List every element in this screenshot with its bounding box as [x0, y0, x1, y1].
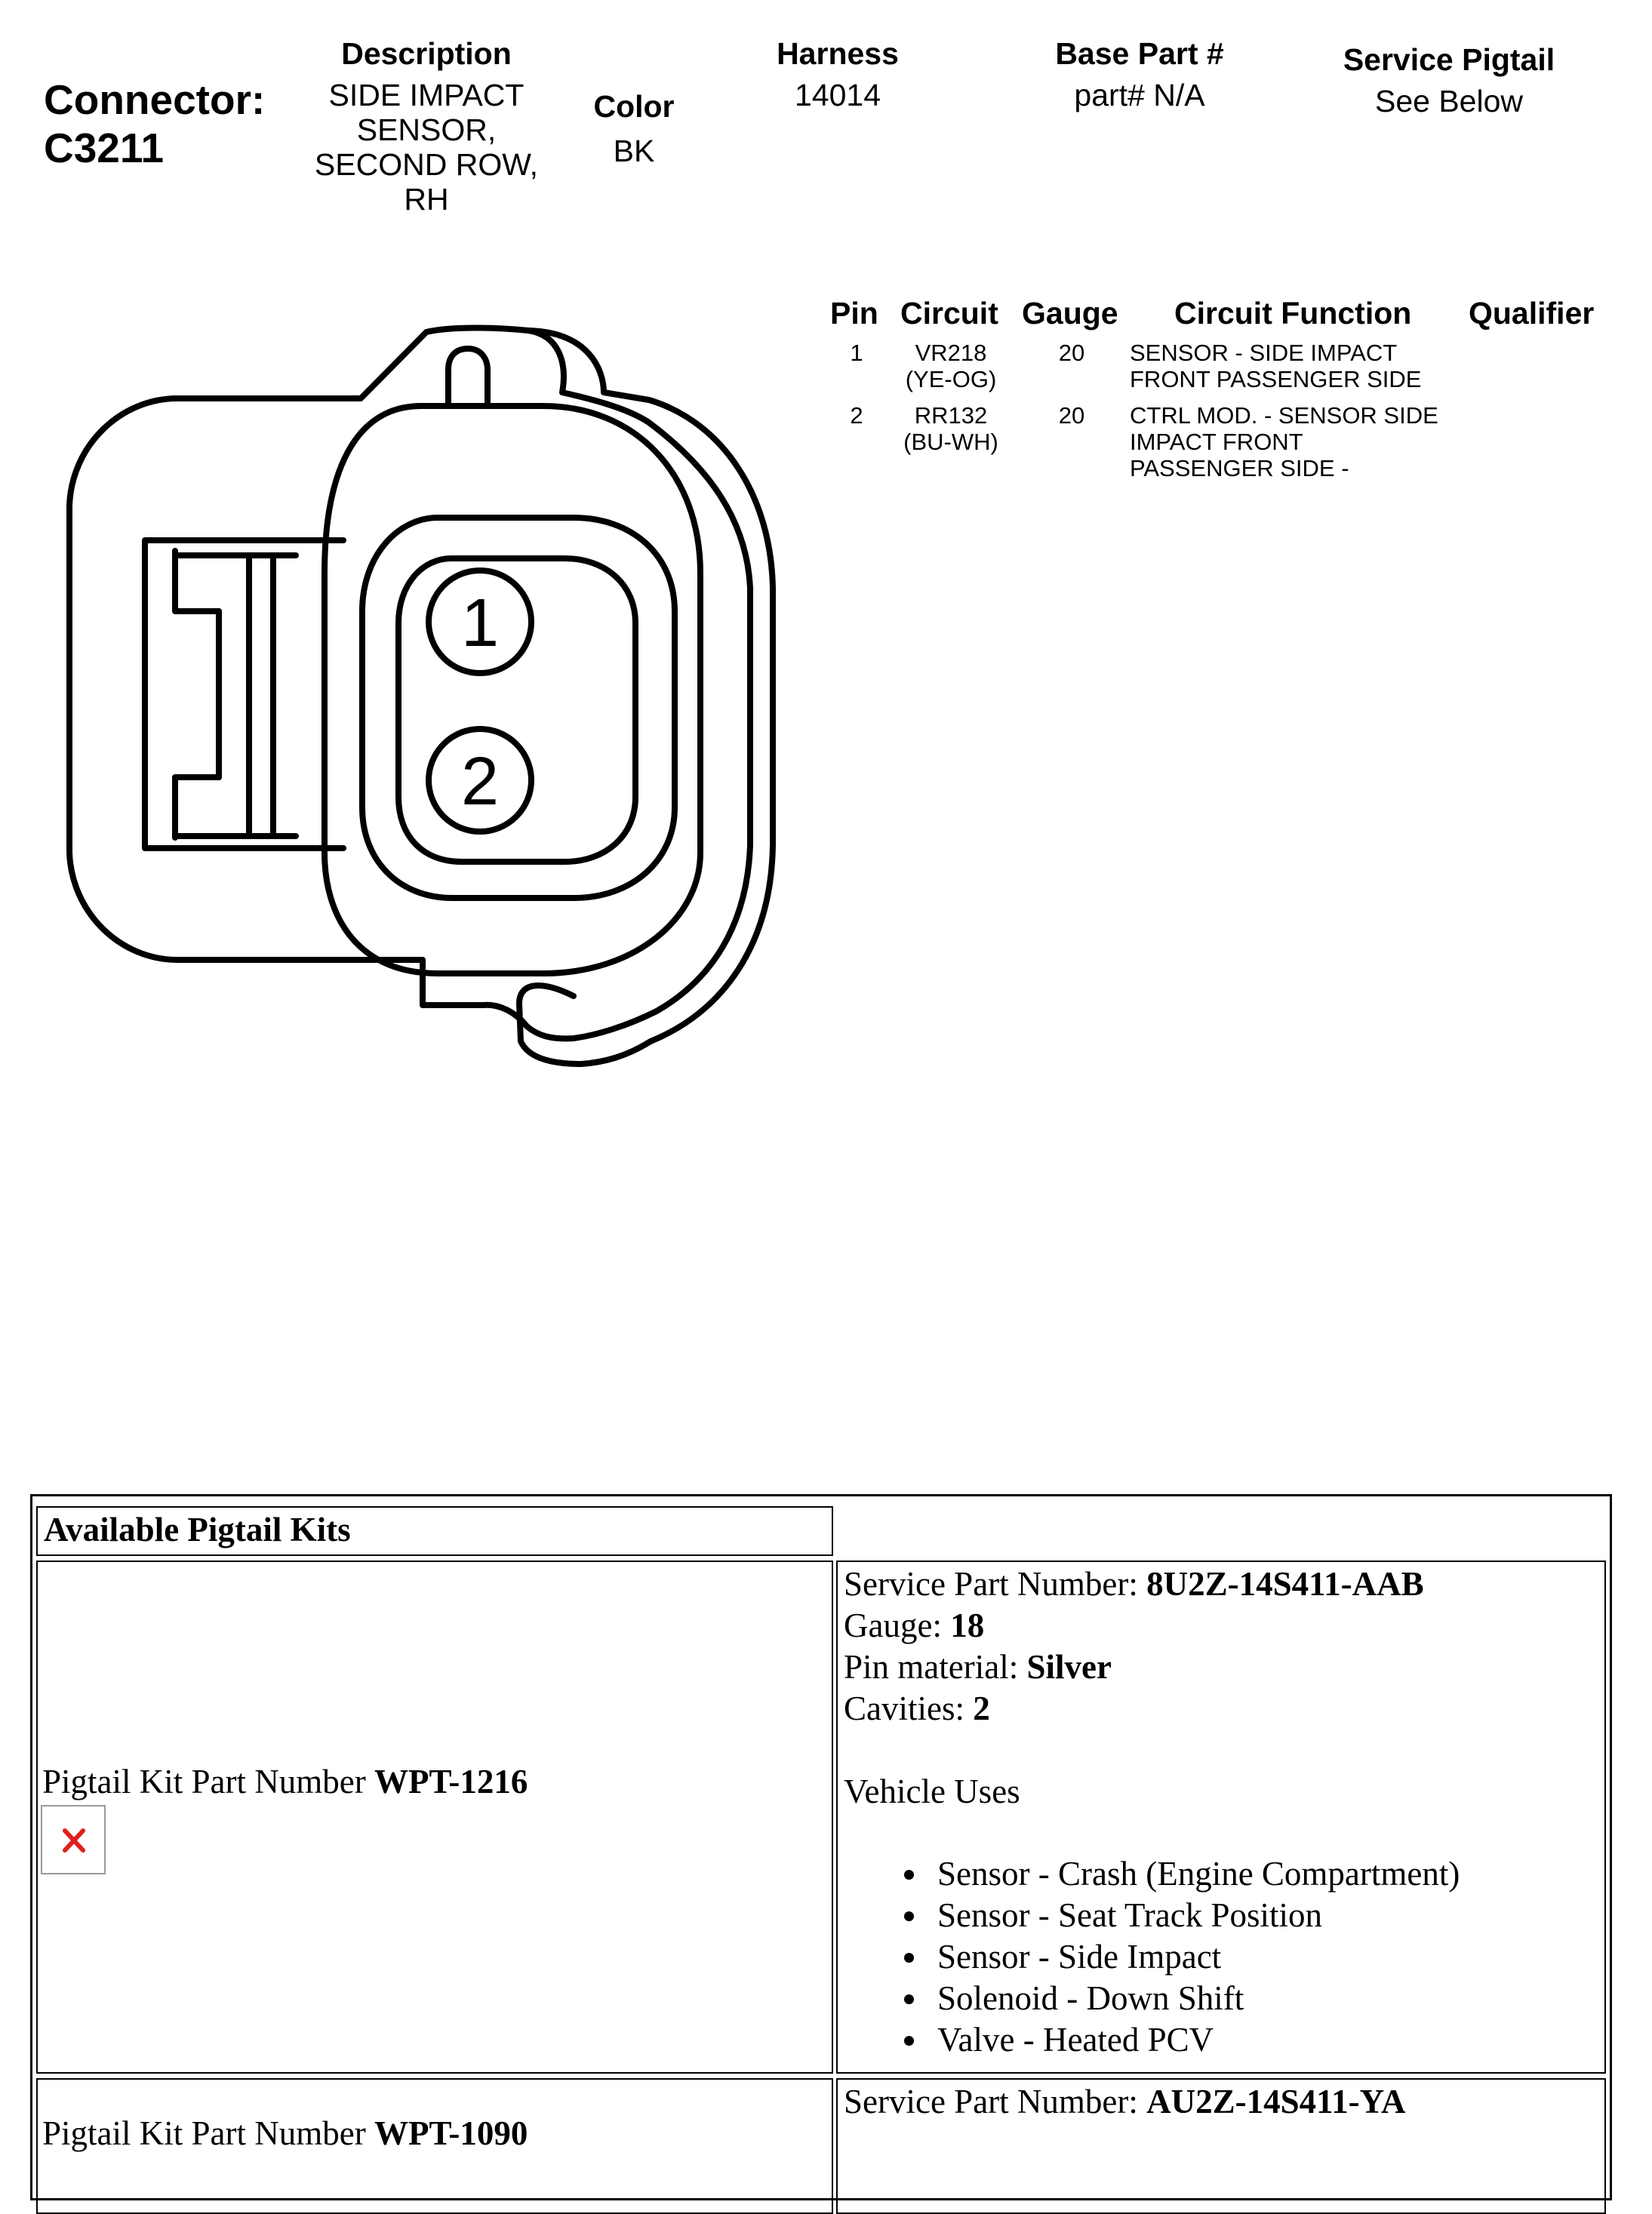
- list-item: Sensor - Crash (Engine Compartment): [844, 1853, 1460, 1895]
- function-line: SENSOR - SIDE IMPACT: [1130, 340, 1398, 366]
- color-value: BK: [613, 134, 655, 168]
- color-label: Color: [593, 89, 675, 124]
- description-label: Description: [341, 36, 512, 71]
- pin-header: Pin: [830, 296, 878, 331]
- harness-label: Harness: [777, 36, 899, 71]
- close-icon: [62, 1828, 86, 1853]
- housing-middle-ring: [325, 406, 700, 973]
- service-part-number: [844, 1564, 1460, 1605]
- color-column: [558, 89, 709, 168]
- base-part-column: [1026, 36, 1253, 112]
- kit-2-details-cell: [836, 2078, 1606, 2214]
- description-line: SIDE IMPACT: [328, 78, 525, 112]
- service-part-value: 8U2Z-14S411-AAB: [1146, 1565, 1424, 1603]
- function-line: IMPACT FRONT: [1130, 429, 1303, 455]
- function-cell: [1130, 340, 1477, 392]
- list-item: Solenoid - Down Shift: [844, 1978, 1460, 2019]
- pin-material-label: Pin material:: [844, 1648, 1027, 1686]
- gauge-header: Gauge: [1022, 296, 1118, 331]
- description-line: SENSOR,: [356, 112, 497, 147]
- service-pigtail-value: See Below: [1374, 84, 1523, 118]
- circuit-color: (BU-WH): [903, 429, 998, 455]
- pin-number: 2: [850, 402, 863, 429]
- list-item: Valve - Heated PCV: [844, 2019, 1460, 2061]
- circuit-id: VR218: [915, 340, 987, 366]
- description-column: [298, 36, 555, 217]
- pin-number: 1: [850, 340, 863, 366]
- service-pigtail-label: Service Pigtail: [1343, 42, 1555, 77]
- service-part-value: AU2Z-14S411-YA: [1146, 2083, 1406, 2120]
- kit-label: Pigtail Kit Part Number: [42, 2114, 374, 2152]
- latch-tab: [448, 349, 488, 406]
- kit-1-cell: [36, 1561, 833, 2074]
- qualifier-header: Qualifier: [1469, 296, 1595, 331]
- kit-2-cell: [36, 2078, 833, 2214]
- broken-image-icon: [41, 1805, 106, 1874]
- gauge-cell: 20: [1058, 402, 1085, 429]
- vehicle-uses-label: Vehicle Uses: [844, 1773, 1020, 1810]
- list-item: Sensor - Side Impact: [844, 1936, 1460, 1978]
- harness-column: [747, 36, 928, 112]
- kit-1-details: [844, 1564, 1460, 2061]
- connector-label: Connector:: [44, 76, 266, 123]
- kit-2-part-number: [42, 2113, 528, 2154]
- list-item: Sensor - Seat Track Position: [844, 1895, 1460, 1936]
- connector-id: C3211: [44, 125, 165, 171]
- pin-material-value: Silver: [1026, 1648, 1112, 1686]
- circuit-color: (YE-OG): [905, 366, 997, 392]
- pigtail-kits-title: Available Pigtail Kits: [44, 1511, 351, 1548]
- function-line: PASSENGER SIDE -: [1130, 455, 1349, 481]
- description-value: [298, 78, 555, 217]
- description-line: SECOND ROW,: [314, 147, 539, 182]
- circuit-header: Circuit: [900, 296, 998, 331]
- housing-outer: [69, 328, 750, 1039]
- kit-1-details-cell: [836, 1561, 1606, 2074]
- service-part-label: Service Part Number:: [844, 1565, 1147, 1603]
- circuit-id: RR132: [914, 402, 988, 429]
- gauge-value: 18: [950, 1607, 985, 1644]
- pin-2-label: 2: [460, 744, 500, 819]
- pigtail-kits-title-cell: [36, 1506, 833, 1556]
- gauge-cell: 20: [1058, 340, 1085, 366]
- kit-number: WPT-1216: [374, 1763, 528, 1800]
- function-line: CTRL MOD. - SENSOR SIDE: [1130, 402, 1438, 429]
- kit-number: WPT-1090: [374, 2114, 528, 2152]
- service-part-number: [844, 2081, 1406, 2123]
- description-line: RH: [404, 182, 449, 217]
- kit-1-part-number: [42, 1761, 528, 1803]
- cavities-label: Cavities:: [844, 1690, 974, 1727]
- lock-bracket-inner: [175, 777, 219, 838]
- gauge-label: Gauge:: [844, 1607, 951, 1644]
- service-part-label: Service Part Number:: [844, 2083, 1147, 2120]
- base-part-label: Base Part #: [1055, 36, 1224, 71]
- connector-heading: [44, 75, 265, 172]
- connector-face-diagram: [60, 317, 785, 1087]
- kit-label: Pigtail Kit Part Number: [42, 1763, 374, 1800]
- lock-bracket-inner: [175, 551, 219, 611]
- service-pigtail-column: [1313, 42, 1585, 118]
- circuit-cell: [883, 340, 1019, 392]
- vehicle-uses-list: [844, 1853, 1460, 2061]
- pin-material: [844, 1647, 1460, 1688]
- function-cell: [1130, 402, 1477, 481]
- cavities: [844, 1688, 1460, 1730]
- gauge: [844, 1605, 1460, 1647]
- base-part-value: part# N/A: [1074, 78, 1205, 112]
- function-header: Circuit Function: [1174, 296, 1412, 331]
- cavities-value: 2: [973, 1690, 990, 1727]
- pin-1-label: 1: [460, 586, 500, 661]
- harness-value: 14014: [794, 78, 881, 112]
- function-line: FRONT PASSENGER SIDE: [1130, 366, 1422, 392]
- circuit-cell: [883, 402, 1019, 455]
